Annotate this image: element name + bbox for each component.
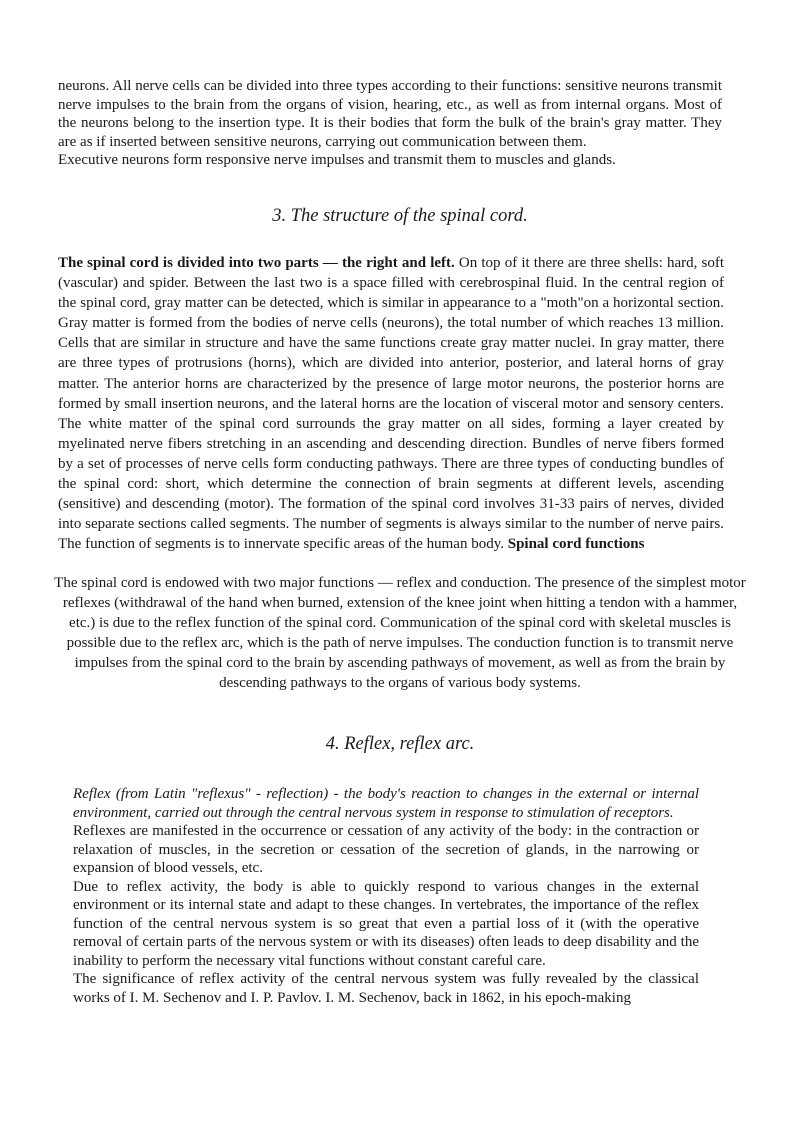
spinal-cord-lead-sentence: The spinal cord is divided into two parts — the right and left. [58,255,455,271]
reflex-definition: Reflex (from Latin "reflexus" - reflection) - the body's reaction to changes in the external or internal environment, carried out through the central nervous system in response to stimulation of receptors. [73,786,699,821]
intro-paragraph-neuron-types: neurons. All nerve cells can be divided into three types according to their functions: sensitive neurons transmit nerve impulses to the brain from the organs of vision, hearing, etc., as well as from internal organs. Most of the neurons belong to the insertion type. It is their bodies that form the bulk of the brain's gray matter. They are as if inserted between sensitive neurons, carrying out communication between them. [58,78,722,150]
section-4-heading: 4. Reflex, reflex arc. [325,734,475,754]
intro-paragraph-executive-neurons: Executive neurons form responsive nerve impulses and transmit them to muscles and glands. [58,152,616,168]
reflex-paragraph-adaptation: Due to reflex activity, the body is able to quickly respond to various changes in the external environment or its internal state and adapt to these changes. In vertebrates, the importance of the reflex function of the central nervous system is so great that even a partial loss of it (with the operative removal of certain parts of the nervous system or with its diseases) often leads to deep disability and the inability to perform the necessary vital functions without constant careful care. [73,878,699,969]
spinal-cord-functions-paragraph: The spinal cord is endowed with two major functions — reflex and conduction. The presence of the simplest motor reflexes (withdrawal of the hand when burned, extension of the knee joint when hitting a tendon with a hammer, etc.) is due to the reflex function of the spinal cord. Communication of the spinal cord with skeletal muscles is possible due to the reflex arc, which is the path of nerve impulses. The conduction function is to transmit nerve impulses from the spinal cord to the brain by ascending pathways of movement, as well as from the brain by descending pathways to the organs of various body systems. [54,575,746,692]
reflex-paragraph-significance: The significance of reflex activity of the central nervous system was fully revealed by the classical works of I. M. Sechenov and I. P. Pavlov. I. M. Sechenov, back in 1862, in his epoch-making [73,971,699,1006]
spinal-cord-body-text: On top of it there are three shells: hard, soft (vascular) and spider. Between the last two is a space filled with cerebrospinal fluid. In the central region of the spinal cord, gray matter can be detected, which is similar in appearance to a "moth"on a horizontal section. Gray matter is formed from the bodies of nerve cells (neurons), the total number of which reaches 13 million. Cells that are similar in structure and have the same functions create gray matter nuclei. In gray matter, there are three types of protrusions (horns), which are divided into anterior, posterior, and lateral horns of gray matter. The anterior horns are characterized by the presence of large motor neurons, the posterior horns are formed by small insertion neurons, and the lateral horns are the location of visceral motor and sensory centers. The white matter of the spinal cord surrounds the gray matter on all sides, forming a layer created by myelinated nerve fibers stretching in an ascending and descending direction. Bundles of nerve fibers formed by a set of processes of nerve cells form conducting pathways. There are three types of conducting bundles of the spinal cord: short, which determine the connection of brain segments at different levels, ascending (sensitive) and descending (motor). The formation of the spinal cord involves 31-33 pairs of nerves, divided into separate sections called segments. The number of segments is always similar to the number of nerve pairs. The function of segments is to innervate specific areas of the human body. [58,255,724,553]
reflex-paragraph-manifestation: Reflexes are manifested in the occurrence or cessation of any activity of the body: in the contraction or relaxation of muscles, in the secretion or cessation of the secretion of glands, in the narrowing or expansion of blood vessels, etc. [73,823,699,876]
reflex-section [73,785,699,1007]
spinal-cord-paragraph [58,253,724,554]
intro-section [58,77,722,170]
spinal-cord-functions-heading: Spinal cord functions [507,536,645,553]
section-3-heading: 3. The structure of the spinal cord. [272,206,528,226]
